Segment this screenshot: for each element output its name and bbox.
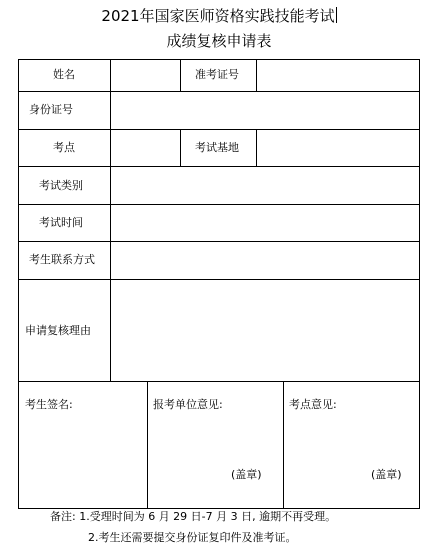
form-title: 2021年国家医师资格实践技能考试 [101,7,335,25]
grid-line [256,129,257,166]
exam-point-seal: (盖章) [371,468,402,481]
reason-label: 申请复核理由 [25,324,91,337]
grid-line [147,381,148,508]
grid-line [283,381,284,508]
grid-line [19,129,419,130]
note-line-2: 2.考生还需要提交身份证复印件及准考证。 [88,531,297,544]
grid-line [19,91,419,92]
grid-line [180,60,181,91]
grid-line [19,204,419,205]
grid-line [19,241,419,242]
form-subtitle: 成绩复核申请表 [166,32,272,50]
grid-line [19,166,419,167]
exam-point-label: 考点 [53,141,75,154]
candidate-signature-label: 考生签名: [25,398,73,411]
exam-base-label: 考试基地 [195,141,239,154]
grid-line [180,129,181,166]
exam-time-label: 考试时间 [39,216,83,229]
grid-line [19,381,419,382]
contact-label: 考生联系方式 [29,253,95,266]
exam-category-label: 考试类别 [39,179,83,192]
note-line-1: 备注: 1.受理时间为 6 月 29 日-7 月 3 日, 逾期不再受理。 [50,510,337,523]
registration-unit-opinion-label: 报考单位意见: [153,398,223,411]
application-form-table [18,59,420,509]
grid-line [110,60,111,381]
text-cursor [336,7,337,23]
grid-line [19,279,419,280]
exam-point-opinion-label: 考点意见: [289,398,337,411]
registration-unit-seal: (盖章) [231,468,262,481]
name-label: 姓名 [53,68,75,81]
admission-no-label: 准考证号 [195,68,239,81]
id-no-label: 身份证号 [29,103,73,116]
grid-line [256,60,257,91]
